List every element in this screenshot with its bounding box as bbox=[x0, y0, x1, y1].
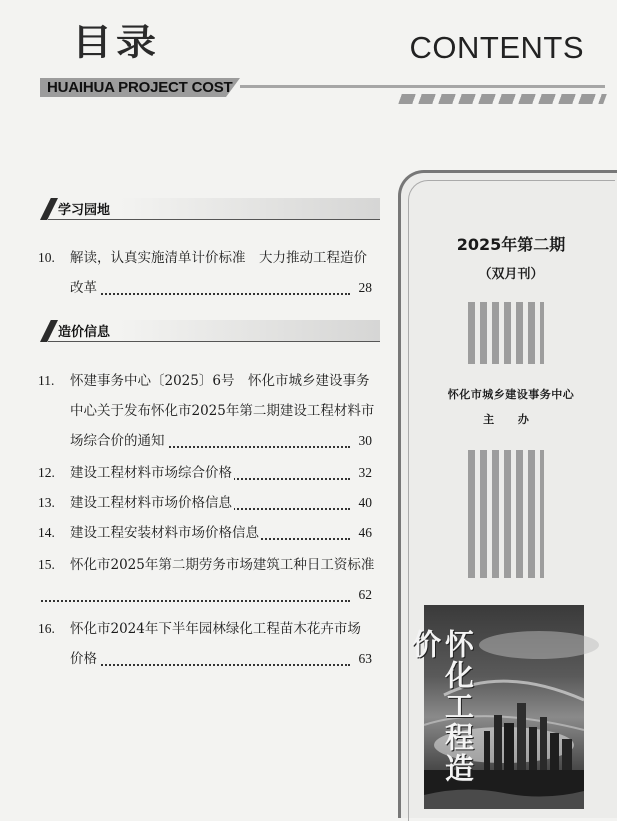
entry-number: 14. bbox=[38, 525, 55, 540]
entry-title-line: 解读，认真实施清单计价标准 大力推动工程造价 bbox=[70, 250, 367, 266]
entry-page: 63 bbox=[357, 644, 373, 674]
decorative-stripes bbox=[468, 450, 544, 578]
entry-title-line: 怀化市2025年第二期劳务市场建筑工种日工资标准 bbox=[70, 557, 375, 573]
entry-title-line bbox=[38, 587, 40, 603]
host-label: 主 办 bbox=[483, 413, 539, 426]
entry-title-line: 建设工程材料市场价格信息 bbox=[70, 495, 232, 511]
entry-title-line: 场综合价的通知 bbox=[70, 433, 165, 449]
decorative-stripes bbox=[468, 302, 544, 364]
entry-number: 15. bbox=[38, 557, 55, 572]
organizer-name: 怀化市城乡建设事务中心 bbox=[447, 388, 575, 401]
entry-page: 62 bbox=[357, 580, 373, 610]
cover-title: 怀化工程造价 bbox=[408, 629, 475, 784]
section-heading bbox=[40, 320, 380, 342]
section-heading bbox=[40, 198, 380, 220]
entry-title-line: 怀建事务中心〔2025〕6号 怀化市城乡建设事务 bbox=[70, 373, 370, 389]
entry-page: 32 bbox=[357, 458, 373, 488]
entry-number: 11. bbox=[38, 373, 55, 388]
banner-text: HUAIHUA PROJECT COST bbox=[47, 79, 233, 96]
section-heading-label: 造价信息 bbox=[58, 325, 111, 340]
cover-image bbox=[408, 605, 584, 809]
entry-page: 28 bbox=[357, 273, 373, 303]
banner-stripes bbox=[398, 94, 607, 104]
entry-title-line: 中心关于发布怀化市2025年第二期建设工程材料市 bbox=[70, 403, 375, 419]
issue-number: 2025年第二期 bbox=[456, 235, 566, 254]
page-title-en: CONTENTS bbox=[409, 30, 584, 65]
section-heading-label: 学习园地 bbox=[58, 203, 111, 218]
entry-title-line: 怀化市2024年下半年园林绿化工程苗木花卉市场 bbox=[70, 621, 361, 637]
entry-page: 30 bbox=[357, 426, 373, 456]
entry-page: 46 bbox=[357, 518, 373, 548]
publication-frequency: （双月刊） bbox=[478, 267, 544, 282]
banner-rule bbox=[240, 85, 605, 88]
entry-number: 13. bbox=[38, 495, 55, 510]
page-title-cn: 目录 bbox=[72, 22, 160, 64]
entry-number: 16. bbox=[38, 621, 55, 636]
entry-number: 10. bbox=[38, 250, 55, 265]
entry-number: 12. bbox=[38, 465, 55, 480]
entry-title-line: 价格 bbox=[70, 651, 97, 667]
entry-page: 40 bbox=[357, 488, 373, 518]
entry-title-line: 改革 bbox=[70, 280, 97, 296]
entry-title-line: 建设工程安装材料市场价格信息 bbox=[70, 525, 259, 541]
entry-title-line: 建设工程材料市场综合价格 bbox=[70, 465, 232, 481]
